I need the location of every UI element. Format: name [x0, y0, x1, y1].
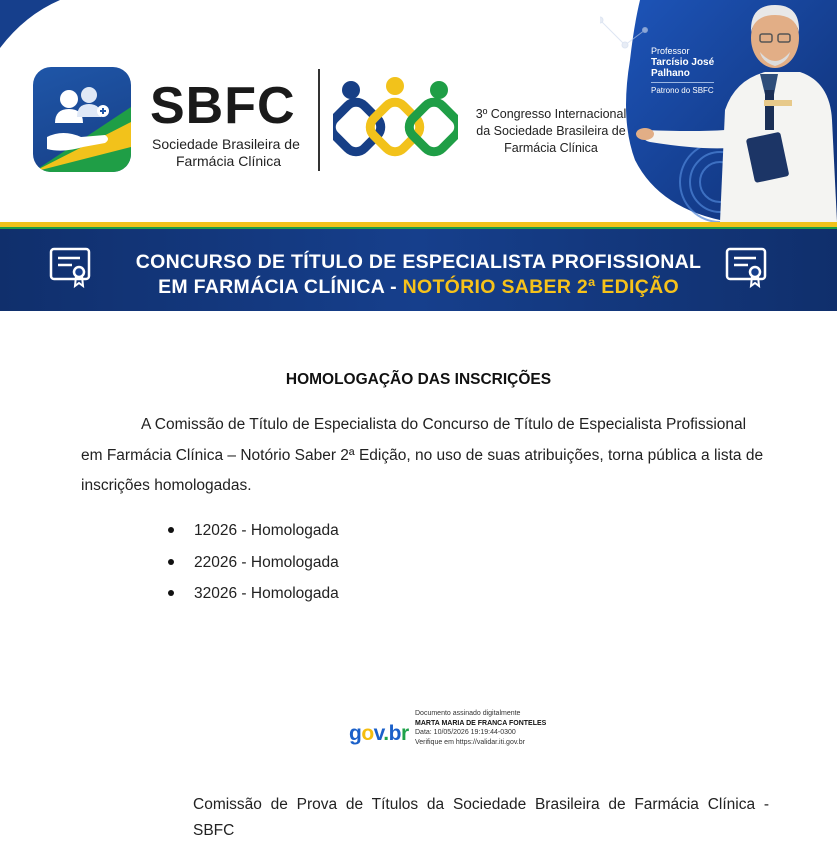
list-item — [166, 580, 339, 612]
sbfc-title: SBFC — [150, 77, 296, 135]
intro-paragraph — [81, 410, 771, 502]
ribbon-title-line1: CONCURSO DE TÍTULO DE ESPECIALISTA PROFISSIONAL — [135, 251, 702, 273]
ribbon-title-highlight: NOTÓRIO SABER 2ª EDIÇÃO — [402, 276, 679, 298]
document-title: HOMOLOGAÇÃO DAS INSCRIÇÕES — [285, 371, 552, 388]
professor-role: Patrono do SBFC — [651, 82, 714, 96]
logo-divider — [318, 69, 320, 171]
paragraph-text: A Comissão de Título de Especialista do Concurso de Título de Especialista Profissional em Farmácia Clínica – Notório Saber 2ª Edição, no uso de suas atribuições, torna pública a lista de inscrições homologadas. — [81, 416, 764, 494]
professor-name-line1: Tarcísio José — [651, 57, 715, 68]
header-banner — [0, 0, 837, 311]
homologated-list — [166, 517, 339, 612]
list-item — [166, 517, 339, 549]
signature-caption: Documento assinado digitalmente — [415, 710, 521, 717]
bullet-icon — [168, 559, 174, 565]
govbr-logo: gov.br — [349, 722, 409, 745]
sbfc-subtitle-line2: Farmácia Clínica — [176, 153, 282, 169]
ribbon-title-line2 — [0, 276, 837, 299]
list-item-text: 22026 - Homologada — [194, 553, 339, 571]
top-left-swoosh — [0, 0, 120, 60]
digital-signature-stamp — [348, 708, 608, 758]
footer-line2: SBFC — [193, 822, 235, 839]
congress-name — [466, 106, 636, 157]
professor-name-line2: Palhano — [651, 68, 690, 79]
bullet-icon — [168, 527, 174, 533]
congress-logo-icon — [333, 76, 458, 166]
sbfc-logo-icon — [33, 67, 131, 172]
signature-date: Data: 10/05/2026 19:19:44-0300 — [415, 729, 516, 737]
professor-caption — [651, 46, 714, 96]
list-item-text: 32026 - Homologada — [194, 585, 339, 602]
ribbon-title-prefix: EM FARMÁCIA CLÍNICA - — [158, 276, 403, 298]
signature-verify-link: Verifique em https://validar.iti.gov.br — [415, 738, 525, 746]
sbfc-subtitle-line1: Sociedade Brasileira de — [152, 136, 300, 152]
signature-details — [415, 709, 546, 747]
bullet-icon — [168, 590, 174, 596]
signer-name: MARTA MARIA DE FRANCA FONTELES — [415, 719, 547, 727]
professor-label: Professor — [651, 46, 690, 56]
congress-line3: Farmácia Clínica — [504, 141, 598, 155]
congress-line1: 3º Congresso Internacional — [475, 107, 627, 121]
list-item-text: 12026 - Homologada — [194, 522, 339, 539]
congress-line2: da Sociedade Brasileira de — [476, 124, 626, 138]
footer-line1: Comissão de Prova de Títulos da Sociedade Brasileira de Farmácia Clínica - — [193, 796, 769, 813]
list-item — [166, 549, 339, 581]
